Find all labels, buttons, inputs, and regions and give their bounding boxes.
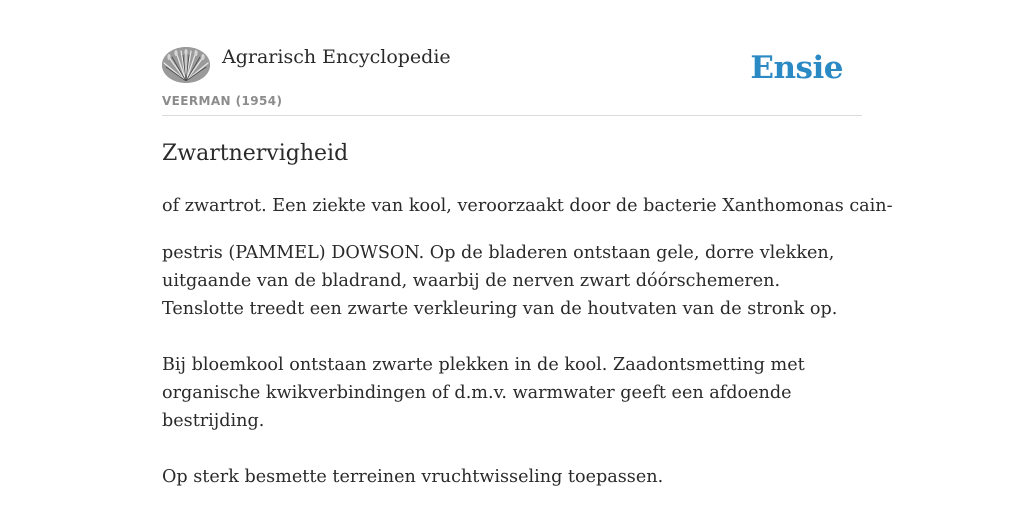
article-lead-line: of zwartrot. Een ziekte van kool, veroorzaakt door de bacterie Xanthomonas cain- bbox=[162, 196, 893, 216]
article-paragraph: Bij bloemkool ontstaan zwarte plekken in de kool. Zaadontsmetting met organische kwikverbindingen of d.m.v. warmwater geeft een afdoende bestrijding. bbox=[162, 355, 805, 431]
article-paragraph: Op sterk besmette terreinen vruchtwisseling toepassen. bbox=[162, 467, 664, 487]
article-body bbox=[162, 239, 862, 512]
wheat-sheaf-graphic bbox=[162, 47, 210, 83]
article-paragraph: pestris (PAMMEL) DOWSON. Op de bladeren ontstaan gele, dorre vlekken, uitgaande van de bladrand, waarbij de nerven zwart dóórschemeren. Tenslotte treedt een zwarte verkleuring van de houtvaten van de stronk op. bbox=[162, 243, 838, 319]
source-header bbox=[162, 40, 862, 116]
article-headword: Zwartnervigheid bbox=[162, 141, 349, 166]
article bbox=[162, 136, 893, 487]
source-title: Agrarisch Encyclopedie bbox=[222, 46, 451, 68]
wheat-sheaf-icon bbox=[162, 47, 210, 83]
brand-logo-link[interactable]: Ensie bbox=[750, 50, 843, 86]
source-author-year: VEERMAN (1954) bbox=[162, 94, 283, 108]
